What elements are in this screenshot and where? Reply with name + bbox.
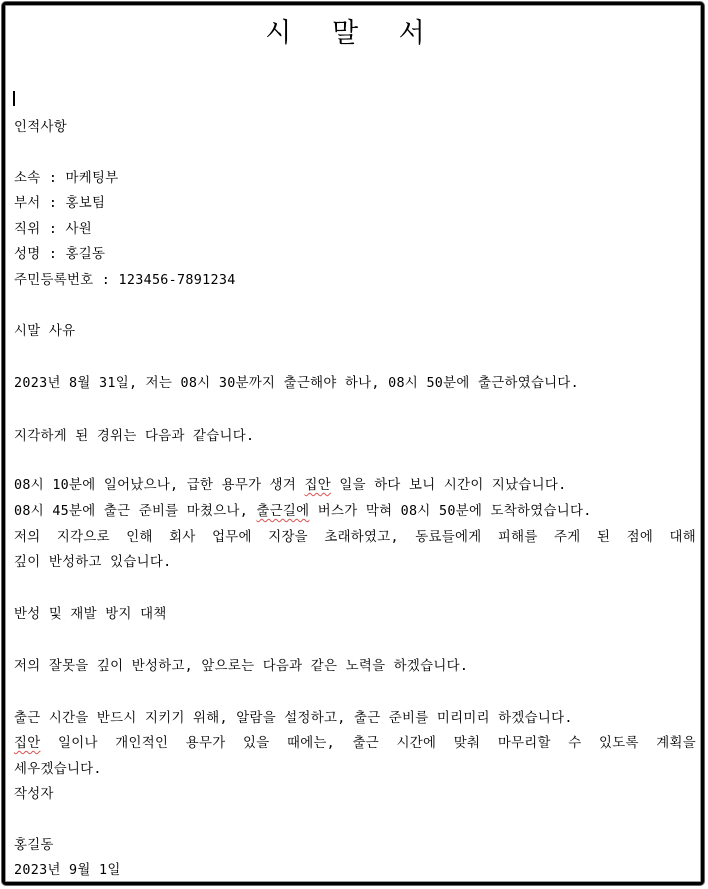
text-run: 일을 하다 보니 시간이 지났습니다.: [331, 478, 567, 493]
circumstance-line-2: [14, 500, 592, 519]
document-date: 2023년 9월 1일: [14, 863, 121, 878]
prevention-intro: 저의 잘못을 깊이 반성하고, 앞으로는 다음과 같은 노력을 하겠습니다.: [14, 659, 469, 674]
section-heading-reason: 시말 사유: [14, 324, 76, 339]
text-run: 08시 10분에 일어났으나, 급한 용무가 생겨: [14, 478, 305, 493]
personal-name: 성명 : 홍길동: [14, 247, 106, 262]
impact-line-2: 깊이 반성하고 있습니다.: [14, 555, 172, 570]
document-page: [2, 2, 704, 885]
personal-position: 직위 : 사원: [14, 222, 93, 237]
author-label: 작성자: [14, 787, 54, 802]
section-heading-prevention: 반성 및 재발 방지 대책: [14, 607, 167, 622]
spellcheck-flagged-word[interactable]: 집안: [14, 736, 41, 751]
prevention-line-2: [14, 732, 696, 751]
spellcheck-flagged-word[interactable]: 출근길에: [256, 504, 310, 519]
circumstances-intro: 지각하게 된 경위는 다음과 같습니다.: [14, 429, 255, 444]
document-title: 시 말 서: [265, 18, 441, 49]
personal-id-number: 주민등록번호 : 123456-7891234: [14, 273, 236, 288]
impact-line-1: 저의 지각으로 인해 회사 업무에 지장을 초래하였고, 동료들에게 피해를 주게 된 점에 대해: [14, 530, 696, 545]
prevention-line-3: 세우겠습니다.: [14, 762, 102, 777]
personal-department: 부서 : 홍보팀: [14, 196, 106, 211]
text-run: 일이나 개인적인 용무가 있을 때에는, 출근 시간에 맞춰 마무리할 수 있도록 계획을: [40, 736, 696, 751]
text-cursor: [13, 91, 15, 106]
personal-affiliation: 소속 : 마케팅부: [14, 171, 119, 186]
spellcheck-flagged-word[interactable]: 집안: [304, 478, 331, 493]
author-name: 홍길동: [14, 838, 54, 853]
text-run: 08시 45분에 출근 준비를 마쳤으나,: [14, 504, 257, 519]
text-run: 버스가 막혀 08시 50분에 도착하였습니다.: [309, 504, 592, 519]
prevention-line-1: 출근 시간을 반드시 지키기 위해, 알람을 설정하고, 출근 준비를 미리미리 하겠습니다.: [14, 711, 573, 726]
section-heading-personal: 인적사항: [14, 120, 67, 135]
reason-summary: 2023년 8월 31일, 저는 08시 30분까지 출근해야 하나, 08시 50분에 출근하였습니다.: [14, 376, 580, 391]
circumstance-line-1: [14, 474, 566, 493]
